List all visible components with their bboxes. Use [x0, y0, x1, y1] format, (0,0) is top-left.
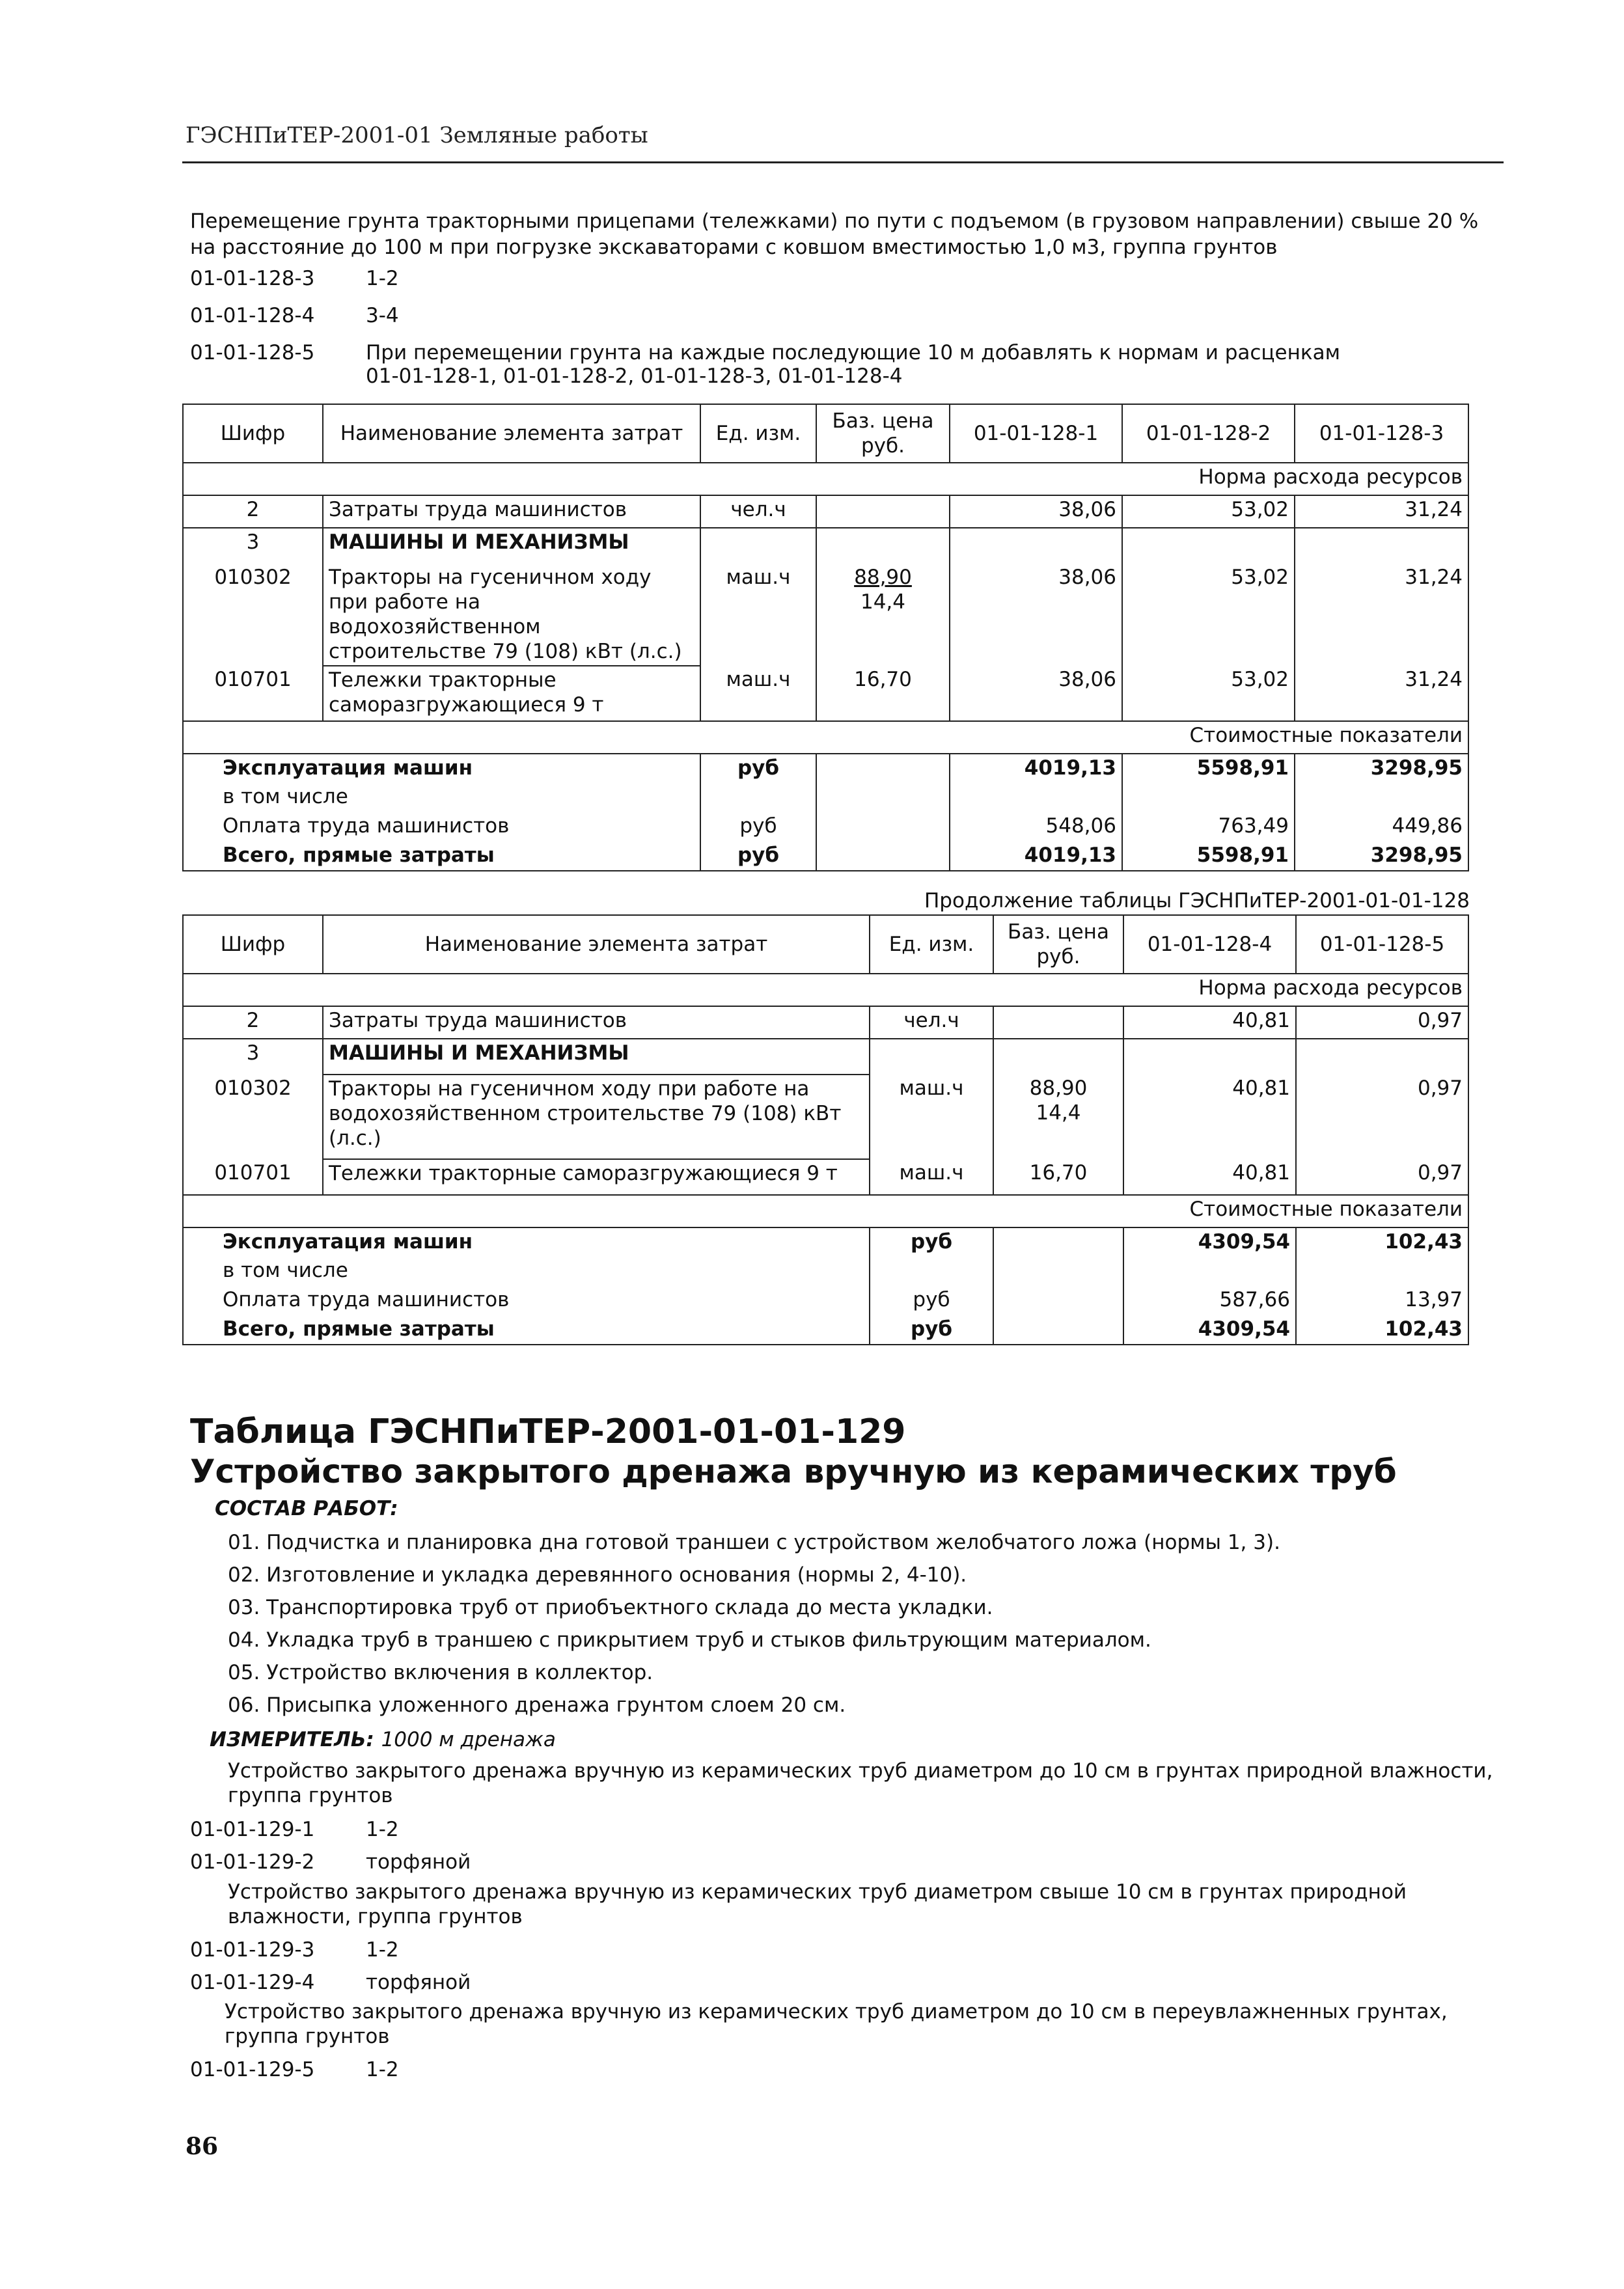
header-rule	[182, 161, 1504, 163]
cell-name: Тележки тракторные саморазгружающиеся 9 т	[323, 1159, 870, 1195]
col-header: Баз. цена руб.	[816, 404, 950, 463]
cost-unit: руб	[870, 1315, 993, 1345]
col-header: 01-01-128-4	[1123, 915, 1296, 974]
cost-value: 4019,13	[950, 842, 1122, 871]
cell-value: 38,06	[950, 564, 1122, 666]
code: 01-01-129-4	[190, 1971, 315, 1994]
norm-label: Норма расхода ресурсов	[183, 463, 1468, 495]
cost-row	[183, 1315, 1468, 1345]
section-text: Устройство закрытого дренажа вручную из керамических труб диаметром до 10 см в переувлажненных грунтах, группа грунтов	[225, 2000, 1448, 2048]
code-row-cont: 01-01-128-1, 01-01-128-2, 01-01-128-3, 01-01-128-4	[366, 364, 903, 388]
running-header: ГЭСНПиТЕР-2001-01 Земляные работы	[186, 122, 648, 148]
works-heading: СОСТАВ РАБОТ:	[215, 1497, 398, 1520]
cost-name: Эксплуатация машин	[183, 754, 700, 783]
code-row	[190, 1818, 399, 1841]
cell-code: 3	[183, 1039, 323, 1075]
code: 01-01-128-3	[190, 267, 315, 290]
code-row	[190, 1850, 471, 1874]
code-row	[190, 267, 399, 290]
cell-unit: маш.ч	[870, 1075, 993, 1159]
cost-row	[183, 1286, 1468, 1315]
cell-code: 010302	[183, 1075, 323, 1159]
col-header: Ед. изм.	[700, 404, 816, 463]
cost-label: Стоимостные показатели	[183, 1195, 1468, 1227]
price-main: 88,90	[1029, 1076, 1088, 1100]
list-item: 05. Устройство включения в коллектор.	[228, 1661, 654, 1684]
table-128-part2	[182, 914, 1469, 1345]
page-number: 86	[186, 2133, 219, 2160]
cell-price	[993, 1075, 1123, 1159]
code: 01-01-129-5	[190, 2058, 315, 2081]
cost-value: 449,86	[1295, 812, 1468, 842]
code-desc: При перемещении грунта на каждые последующие 10 м добавлять к нормам и расценкам	[366, 341, 1340, 364]
table-row	[183, 1159, 1468, 1195]
cost-value: 3298,95	[1295, 842, 1468, 871]
cell-value: 40,81	[1123, 1075, 1296, 1159]
cost-value: 5598,91	[1122, 842, 1295, 871]
list-item: 06. Присыпка уложенного дренажа грунтом слоем 20 см.	[228, 1693, 846, 1717]
code: 01-01-129-1	[190, 1818, 315, 1841]
cost-value: 102,43	[1296, 1227, 1468, 1257]
code-desc: 1-2	[366, 1938, 399, 1962]
code-desc: 1-2	[366, 2058, 399, 2081]
cell-value: 0,97	[1296, 1075, 1468, 1159]
cell-unit: маш.ч	[870, 1159, 993, 1195]
cost-value: 4019,13	[950, 754, 1122, 783]
cost-value: 548,06	[950, 812, 1122, 842]
cell-value: 53,02	[1122, 666, 1295, 721]
cell-code: 2	[183, 495, 323, 528]
cell-name: МАШИНЫ И МЕХАНИЗМЫ	[323, 528, 700, 564]
cost-name: Всего, прямые затраты	[183, 1315, 870, 1345]
cost-row	[183, 1257, 1468, 1286]
cell-code: 010701	[183, 1159, 323, 1195]
code-desc: 1-2	[366, 267, 399, 290]
cost-unit: руб	[870, 1286, 993, 1315]
cell-price: 16,70	[816, 666, 950, 721]
code-desc: торфяной	[366, 1850, 471, 1874]
measure-line	[210, 1728, 556, 1751]
cost-unit: руб	[700, 842, 816, 871]
code: 01-01-129-2	[190, 1850, 315, 1874]
col-header: 01-01-128-3	[1295, 404, 1468, 463]
cell-value: 38,06	[950, 666, 1122, 721]
table-subtitle: Устройство закрытого дренажа вручную из керамических труб	[190, 1453, 1397, 1490]
cell-code: 010302	[183, 564, 323, 666]
cost-value: 13,97	[1296, 1286, 1468, 1315]
code-row	[190, 1938, 399, 1962]
code-desc: торфяной	[366, 1971, 471, 1994]
cost-unit: руб	[700, 754, 816, 783]
section-text: Устройство закрытого дренажа вручную из керамических труб диаметром до 10 см в грунтах природной влажности, группа грунтов	[228, 1759, 1493, 1807]
cell-name: Тракторы на гусеничном ходу при работе на водохозяйственном строительстве 79 (108) кВт (л.с.)	[323, 1075, 870, 1159]
col-header: 01-01-128-5	[1296, 915, 1468, 974]
cost-value: 5598,91	[1122, 754, 1295, 783]
norm-label-row	[183, 974, 1468, 1006]
code-row	[190, 304, 399, 327]
col-header: Наименование элемента затрат	[323, 915, 870, 974]
cell-price	[816, 564, 950, 666]
cell-name: Затраты труда машинистов	[323, 1006, 870, 1039]
cell-name: Затраты труда машинистов	[323, 495, 700, 528]
price-sub: 14,4	[1036, 1101, 1081, 1125]
cost-unit: руб	[700, 812, 816, 842]
table-title: Таблица ГЭСНПиТЕР-2001-01-01-129	[190, 1412, 906, 1451]
cost-row	[183, 842, 1468, 871]
cell-unit: маш.ч	[700, 564, 816, 666]
cost-value: 4309,54	[1123, 1227, 1296, 1257]
table-row	[183, 666, 1468, 721]
price-main: 88,90	[854, 566, 912, 589]
section-text: Устройство закрытого дренажа вручную из керамических труб диаметром свыше 10 см в грунтах природной влажности, группа грунтов	[228, 1880, 1407, 1928]
cost-row	[183, 1227, 1468, 1257]
code: 01-01-129-3	[190, 1938, 315, 1962]
cell-code: 3	[183, 528, 323, 564]
cost-row	[183, 783, 1468, 812]
cost-name: Оплата труда машинистов	[183, 1286, 870, 1315]
cost-value: 3298,95	[1295, 754, 1468, 783]
code-row	[190, 341, 1340, 364]
cost-name: Всего, прямые затраты	[183, 842, 700, 871]
cell-name: Тележки тракторные саморазгружающиеся 9 т	[323, 666, 700, 721]
cell-code: 2	[183, 1006, 323, 1039]
code-row	[190, 1971, 471, 1994]
cell-value: 53,02	[1122, 564, 1295, 666]
cell-unit: маш.ч	[700, 666, 816, 721]
cost-value: 763,49	[1122, 812, 1295, 842]
cell-unit: чел.ч	[870, 1006, 993, 1039]
cell-unit: чел.ч	[700, 495, 816, 528]
cost-name: в том числе	[183, 783, 700, 812]
code-row	[190, 2058, 399, 2081]
cell-value: 40,81	[1123, 1159, 1296, 1195]
list-item: 03. Транспортировка труб от приобъектного склада до места укладки.	[228, 1596, 993, 1619]
code-desc: 3-4	[366, 304, 399, 327]
measure-value: 1000 м дренажа	[381, 1728, 556, 1751]
cost-name: Оплата труда машинистов	[183, 812, 700, 842]
cell-value: 40,81	[1123, 1006, 1296, 1039]
cell-code: 010701	[183, 666, 323, 721]
table-row	[183, 1006, 1468, 1039]
cell-value: 0,97	[1296, 1159, 1468, 1195]
table-row	[183, 1039, 1468, 1075]
measure-label: ИЗМЕРИТЕЛЬ:	[210, 1728, 374, 1751]
table-row	[183, 528, 1468, 564]
cost-row	[183, 754, 1468, 783]
cell-value: 31,24	[1295, 495, 1468, 528]
table-header-row	[183, 915, 1468, 974]
cost-name: в том числе	[183, 1257, 870, 1286]
works-list	[228, 1531, 1280, 1726]
list-item: 02. Изготовление и укладка деревянного основания (нормы 2, 4-10).	[228, 1563, 967, 1587]
cost-label-row	[183, 1195, 1468, 1227]
cell-price: 16,70	[993, 1159, 1123, 1195]
cost-value: 587,66	[1123, 1286, 1296, 1315]
code: 01-01-128-5	[190, 341, 315, 364]
cost-row	[183, 812, 1468, 842]
table-row	[183, 1075, 1468, 1159]
list-item: 04. Укладка труб в траншею с прикрытием труб и стыков фильтрующим материалом.	[228, 1628, 1151, 1652]
cost-label-row	[183, 721, 1468, 754]
cell-price	[816, 495, 950, 528]
col-header: Шифр	[183, 404, 323, 463]
cell-name: МАШИНЫ И МЕХАНИЗМЫ	[323, 1039, 870, 1075]
col-header: Наименование элемента затрат	[323, 404, 700, 463]
norm-label: Норма расхода ресурсов	[183, 974, 1468, 1006]
price-sub: 14,4	[860, 590, 906, 614]
cell-value: 31,24	[1295, 564, 1468, 666]
col-header: 01-01-128-1	[950, 404, 1122, 463]
table-header-row	[183, 404, 1468, 463]
col-header: Шифр	[183, 915, 323, 974]
table-128-part1	[182, 404, 1469, 871]
cost-label: Стоимостные показатели	[183, 721, 1468, 754]
cost-unit: руб	[870, 1227, 993, 1257]
cost-value: 102,43	[1296, 1315, 1468, 1345]
col-header: Баз. цена руб.	[993, 915, 1123, 974]
cell-price	[993, 1006, 1123, 1039]
col-header: Ед. изм.	[870, 915, 993, 974]
cost-name: Эксплуатация машин	[183, 1227, 870, 1257]
cell-value: 53,02	[1122, 495, 1295, 528]
table-row	[183, 495, 1468, 528]
list-item: 01. Подчистка и планировка дна готовой траншеи с устройством желобчатого ложа (нормы 1, 3).	[228, 1531, 1280, 1554]
cost-value: 4309,54	[1123, 1315, 1296, 1345]
cell-value: 38,06	[950, 495, 1122, 528]
col-header: 01-01-128-2	[1122, 404, 1295, 463]
norm-label-row	[183, 463, 1468, 495]
cell-value: 31,24	[1295, 666, 1468, 721]
cell-value: 0,97	[1296, 1006, 1468, 1039]
table-row	[183, 564, 1468, 666]
intro-text: Перемещение грунта тракторными прицепами (тележками) по пути с подъемом (в грузовом направлении) свыше 20 % на расстояние до 100 м при погрузке экскаваторами с ковшом вместимостью 1,0 м3, группа грунтов	[190, 210, 1479, 259]
code-desc: 1-2	[366, 1818, 399, 1841]
code: 01-01-128-4	[190, 304, 315, 327]
table-continuation-caption: Продолжение таблицы ГЭСНПиТЕР-2001-01-01-128	[924, 889, 1470, 912]
cell-name: Тракторы на гусеничном ходу при работе на водохозяйственном строительстве 79 (108) кВт (л.с.)	[323, 564, 700, 666]
